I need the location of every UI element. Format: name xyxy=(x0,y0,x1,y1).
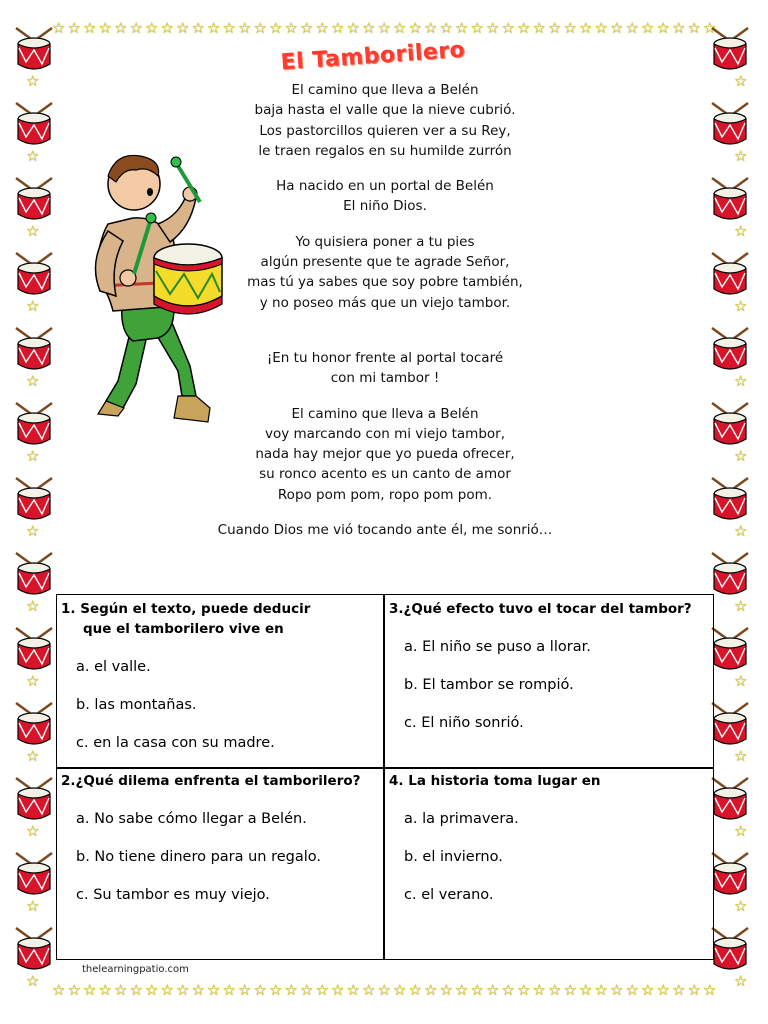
star-icon: ☆ xyxy=(26,597,40,615)
poem-stanza xyxy=(200,80,570,161)
star-icon: ☆ xyxy=(563,19,577,37)
star-icon: ☆ xyxy=(26,147,40,165)
poem-line: El niño Dios. xyxy=(343,198,427,215)
poem-stanza xyxy=(200,404,570,505)
star-icon: ☆ xyxy=(300,19,314,37)
star-icon: ☆ xyxy=(517,981,531,999)
star-icon: ☆ xyxy=(145,19,159,37)
question-3-option-c: c. El niño sonrió. xyxy=(404,715,524,731)
star-icon: ☆ xyxy=(470,19,484,37)
drum-icon xyxy=(14,476,54,526)
star-border-top xyxy=(52,18,716,40)
star-icon: ☆ xyxy=(672,981,686,999)
star-icon: ☆ xyxy=(52,981,66,999)
star-icon: ☆ xyxy=(26,297,40,315)
star-icon: ☆ xyxy=(532,981,546,999)
drum-icon xyxy=(710,401,750,451)
drum-icon xyxy=(710,701,750,751)
star-icon: ☆ xyxy=(191,19,205,37)
star-icon: ☆ xyxy=(734,897,748,915)
poem-line: El camino que lleva a Belén xyxy=(291,405,479,422)
drum-icon xyxy=(14,26,54,76)
star-icon: ☆ xyxy=(98,981,112,999)
star-icon: ☆ xyxy=(98,19,112,37)
question-1 xyxy=(61,599,379,753)
star-icon: ☆ xyxy=(269,19,283,37)
star-icon: ☆ xyxy=(129,981,143,999)
drum-icon xyxy=(710,176,750,226)
question-4-option-a: a. la primavera. xyxy=(404,811,519,827)
star-icon: ☆ xyxy=(625,981,639,999)
question-2 xyxy=(61,771,379,905)
star-icon: ☆ xyxy=(532,19,546,37)
star-icon: ☆ xyxy=(26,522,40,540)
drum-icon xyxy=(710,776,750,826)
poem-line: su ronco acento es un canto de amor xyxy=(259,466,511,483)
star-icon: ☆ xyxy=(331,981,345,999)
star-icon: ☆ xyxy=(145,981,159,999)
poem-line: algún presente que te agrade Señor, xyxy=(260,254,510,271)
drum-border-right xyxy=(708,26,766,1006)
drum-icon xyxy=(14,326,54,376)
drum-icon xyxy=(710,551,750,601)
drum-icon xyxy=(710,626,750,676)
poem-stanza xyxy=(200,520,570,540)
star-icon: ☆ xyxy=(191,981,205,999)
star-icon: ☆ xyxy=(734,147,748,165)
grid-divider-horizontal xyxy=(57,767,713,769)
poem-line: Yo quisiera poner a tu pies xyxy=(295,233,475,250)
star-icon: ☆ xyxy=(52,19,66,37)
star-border-bottom xyxy=(52,980,716,1002)
star-icon: ☆ xyxy=(346,981,360,999)
poem-line: voy marcando con mi viejo tambor, xyxy=(264,425,506,442)
star-icon: ☆ xyxy=(734,522,748,540)
star-icon: ☆ xyxy=(315,981,329,999)
star-icon: ☆ xyxy=(393,981,407,999)
star-icon: ☆ xyxy=(26,672,40,690)
star-icon: ☆ xyxy=(641,19,655,37)
quiz-grid xyxy=(56,594,714,960)
star-icon: ☆ xyxy=(625,19,639,37)
star-icon: ☆ xyxy=(594,981,608,999)
star-icon: ☆ xyxy=(486,19,500,37)
poem-line: y no poseo más que un viejo tambor. xyxy=(259,294,511,311)
star-icon: ☆ xyxy=(656,981,670,999)
question-3 xyxy=(389,599,709,733)
page-title: El Tamborilero xyxy=(279,37,467,76)
star-icon: ☆ xyxy=(610,981,624,999)
star-icon: ☆ xyxy=(160,981,174,999)
star-icon: ☆ xyxy=(176,981,190,999)
question-2-title: 2.¿Qué dilema enfrenta el tamborilero? xyxy=(61,773,361,789)
star-icon: ☆ xyxy=(331,19,345,37)
star-icon: ☆ xyxy=(26,822,40,840)
poem-line: Ropo pom pom, ropo pom pom. xyxy=(277,486,493,503)
star-icon: ☆ xyxy=(26,222,40,240)
star-icon: ☆ xyxy=(26,897,40,915)
drum-icon xyxy=(710,101,750,151)
drum-icon xyxy=(14,551,54,601)
star-icon: ☆ xyxy=(26,747,40,765)
star-icon: ☆ xyxy=(408,19,422,37)
star-icon: ☆ xyxy=(734,297,748,315)
poem-line: El camino que lleva a Belén xyxy=(291,82,479,98)
star-icon: ☆ xyxy=(207,981,221,999)
star-icon: ☆ xyxy=(253,19,267,37)
star-icon: ☆ xyxy=(346,19,360,37)
star-icon: ☆ xyxy=(284,981,298,999)
question-3-title: 3.¿Qué efecto tuvo el tocar del tambor? xyxy=(389,601,692,617)
poem-line: le traen regalos en su humilde zurrón xyxy=(258,142,512,159)
poem-line: baja hasta el valle que la nieve cubrió. xyxy=(254,102,516,119)
star-icon: ☆ xyxy=(238,19,252,37)
star-icon: ☆ xyxy=(455,981,469,999)
question-2-option-c: c. Su tambor es muy viejo. xyxy=(76,887,270,903)
star-icon: ☆ xyxy=(501,981,515,999)
star-icon: ☆ xyxy=(672,19,686,37)
star-icon: ☆ xyxy=(83,19,97,37)
drum-border-left xyxy=(0,26,58,1006)
star-icon: ☆ xyxy=(160,19,174,37)
star-icon: ☆ xyxy=(703,981,716,999)
star-icon: ☆ xyxy=(377,19,391,37)
star-icon: ☆ xyxy=(377,981,391,999)
drum-icon xyxy=(14,401,54,451)
drum-icon xyxy=(14,701,54,751)
star-icon: ☆ xyxy=(26,447,40,465)
star-icon: ☆ xyxy=(67,19,81,37)
drum-icon xyxy=(710,476,750,526)
star-icon: ☆ xyxy=(734,597,748,615)
star-icon: ☆ xyxy=(222,981,236,999)
poem-stanza xyxy=(200,348,570,389)
drum-icon xyxy=(14,776,54,826)
poem xyxy=(200,80,570,555)
star-icon: ☆ xyxy=(269,981,283,999)
star-icon: ☆ xyxy=(393,19,407,37)
question-2-option-b: b. No tiene dinero para un regalo. xyxy=(76,849,322,865)
footer-source: thelearningpatio.com xyxy=(82,964,189,975)
star-icon: ☆ xyxy=(610,19,624,37)
star-icon: ☆ xyxy=(222,19,236,37)
star-icon: ☆ xyxy=(67,981,81,999)
star-icon: ☆ xyxy=(129,19,143,37)
question-1-title: 1. Según el texto, puede deducir xyxy=(61,601,311,617)
poem-line: ¡En tu honor frente al portal tocaré xyxy=(266,349,504,366)
drum-icon xyxy=(14,176,54,226)
poem-line: nada hay mejor que yo pueda ofrecer, xyxy=(255,446,515,463)
question-1-option-b: b. las montañas. xyxy=(76,697,197,713)
star-icon: ☆ xyxy=(362,19,376,37)
poem-line: mas tú ya sabes que soy pobre también, xyxy=(247,274,523,291)
question-1-title-cont: que el tamborilero vive en xyxy=(83,621,284,637)
drum-icon xyxy=(14,101,54,151)
drum-icon xyxy=(710,326,750,376)
poem-line: con mi tambor ! xyxy=(330,370,440,387)
drum-icon xyxy=(710,251,750,301)
star-icon: ☆ xyxy=(114,981,128,999)
star-icon: ☆ xyxy=(284,19,298,37)
star-icon: ☆ xyxy=(548,981,562,999)
star-icon: ☆ xyxy=(734,447,748,465)
star-icon: ☆ xyxy=(83,981,97,999)
poem-line: Ha nacido en un portal de Belén xyxy=(276,178,494,195)
drum-icon xyxy=(14,926,54,976)
star-icon: ☆ xyxy=(734,747,748,765)
star-icon: ☆ xyxy=(26,372,40,390)
star-icon: ☆ xyxy=(734,822,748,840)
star-icon: ☆ xyxy=(734,372,748,390)
drum-icon xyxy=(710,926,750,976)
poem-line: Cuando Dios me vió tocando ante él, me sonrió… xyxy=(217,522,553,539)
question-4-option-c: c. el verano. xyxy=(404,887,494,903)
star-icon: ☆ xyxy=(501,19,515,37)
star-icon: ☆ xyxy=(439,19,453,37)
poem-line: Los pastorcillos quieren ver a su Rey, xyxy=(259,122,511,139)
star-icon: ☆ xyxy=(424,19,438,37)
poem-stanza xyxy=(200,232,570,313)
star-icon: ☆ xyxy=(253,981,267,999)
question-3-option-a: a. El niño se puso a llorar. xyxy=(404,639,591,655)
star-icon: ☆ xyxy=(517,19,531,37)
star-icon: ☆ xyxy=(579,19,593,37)
question-1-option-c: c. en la casa con su madre. xyxy=(76,735,275,751)
star-icon: ☆ xyxy=(656,19,670,37)
star-icon: ☆ xyxy=(734,222,748,240)
question-3-option-b: b. El tambor se rompió. xyxy=(404,677,574,693)
star-icon: ☆ xyxy=(238,981,252,999)
star-icon: ☆ xyxy=(563,981,577,999)
star-icon: ☆ xyxy=(548,19,562,37)
grid-divider-vertical xyxy=(383,595,385,959)
drum-icon xyxy=(14,626,54,676)
star-icon: ☆ xyxy=(408,981,422,999)
question-4 xyxy=(389,771,709,905)
star-icon: ☆ xyxy=(594,19,608,37)
question-4-option-b: b. el invierno. xyxy=(404,849,503,865)
star-icon: ☆ xyxy=(207,19,221,37)
drum-icon xyxy=(14,251,54,301)
star-icon: ☆ xyxy=(687,19,701,37)
poem-stanza xyxy=(200,176,570,217)
question-2-option-a: a. No sabe cómo llegar a Belén. xyxy=(76,811,307,827)
star-icon: ☆ xyxy=(26,972,40,990)
drum-icon xyxy=(710,26,750,76)
star-icon: ☆ xyxy=(315,19,329,37)
drum-icon xyxy=(710,851,750,901)
drum-icon xyxy=(14,851,54,901)
star-icon: ☆ xyxy=(734,972,748,990)
star-icon: ☆ xyxy=(114,19,128,37)
star-icon: ☆ xyxy=(734,72,748,90)
star-icon: ☆ xyxy=(439,981,453,999)
question-1-option-a: a. el valle. xyxy=(76,659,151,675)
star-icon: ☆ xyxy=(734,672,748,690)
star-icon: ☆ xyxy=(176,19,190,37)
star-icon: ☆ xyxy=(455,19,469,37)
star-icon: ☆ xyxy=(300,981,314,999)
star-icon: ☆ xyxy=(26,72,40,90)
question-4-title: 4. La historia toma lugar en xyxy=(389,773,601,789)
star-icon: ☆ xyxy=(641,981,655,999)
star-icon: ☆ xyxy=(424,981,438,999)
star-icon: ☆ xyxy=(362,981,376,999)
star-icon: ☆ xyxy=(703,19,716,37)
star-icon: ☆ xyxy=(687,981,701,999)
star-icon: ☆ xyxy=(486,981,500,999)
star-icon: ☆ xyxy=(470,981,484,999)
star-icon: ☆ xyxy=(579,981,593,999)
